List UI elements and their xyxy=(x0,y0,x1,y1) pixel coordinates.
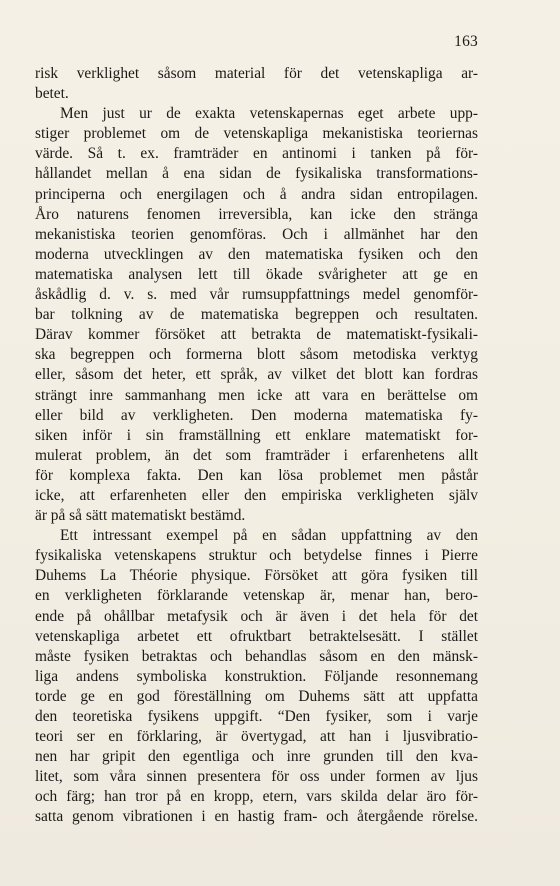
text-line: Ett intressant exempel på en sådan uppfattning av den xyxy=(60,527,478,545)
text-line: Men just ur de exakta vetenskapernas eget arbete upp- xyxy=(60,105,478,123)
text-line: litet, som våra sinnen presentera för oss under formen av ljus xyxy=(35,768,478,786)
text-line: strängt inre sammanhang men icke att vara en berättelse om xyxy=(35,386,478,404)
text-line: icke, att erfarenheten eller den empiriska verkligheten själv xyxy=(35,486,478,504)
text-line: Därav kommer försöket att betrakta de matematiskt-fysikali- xyxy=(35,326,478,344)
text-line: den teoretiska fysikens uppgift. “Den fysiker, som i varje xyxy=(35,708,478,725)
text-line: vetenskapliga arbetet ett ofruktbart betraktelsesätt. I stället xyxy=(35,627,478,645)
text-line: Åro naturens fenomen irreversibla, kan icke den stränga xyxy=(35,205,478,223)
text-line: och färg; han tror på en kropp, etern, vars skilda delar äro för- xyxy=(35,788,478,806)
text-line: hållandet mellan å ena sidan de fysikaliska transformations- xyxy=(35,165,478,183)
text-line: ende på ohållbar metafysik och är även i det hela för det xyxy=(35,607,478,625)
text-line: satta genom vibrationen i en hastig fram- och återgående rörelse. xyxy=(35,808,478,826)
text-line: ska begreppen och formerna blott såsom metodiska verktyg xyxy=(35,346,478,364)
page-number: 163 xyxy=(454,33,478,50)
text-line: måste fysiken betraktas och behandlas såsom en den mänsk- xyxy=(35,647,478,665)
text-line: Duhems La Théorie physique. Försöket att göra fysiken till xyxy=(35,567,478,585)
text-line: siken inför i sin framställning ett enklare matematiskt for- xyxy=(35,426,478,444)
text-line: matematiska analysen lett till ökade svårigheter att ge en xyxy=(35,265,478,283)
text-line: eller, såsom det heter, ett språk, av vilket det blott kan fordras xyxy=(35,366,478,384)
text-line: bar tolkning av de matematiska begreppen och resultaten. xyxy=(35,306,478,324)
text-line: mekanistiska teorien genomföras. Och i allmänhet har den xyxy=(35,225,478,243)
text-line: liga andens symboliska konstruktion. Följande resonnemang xyxy=(35,667,478,685)
text-line: för komplexa fakta. Den kan lösa problemet men påstår xyxy=(35,466,478,484)
text-line: är på så sätt matematiskt bestämd. xyxy=(35,507,246,525)
text-line: risk verklighet såsom material för det vetenskapliga ar- xyxy=(35,65,478,82)
text-line: principerna och energilagen och å andra sidan entropilagen. xyxy=(35,185,478,203)
body-text xyxy=(35,64,478,828)
text-line: fysikaliska vetenskapens struktur och betydelse finnes i Pierre xyxy=(35,547,478,565)
text-line: betet. xyxy=(35,85,69,103)
text-line: torde ge en god föreställning om Duhems sätt att uppfatta xyxy=(35,687,478,705)
text-line: värde. Så t. ex. framträder en antinomi i tanken på för- xyxy=(35,145,478,163)
text-line: nen har gripit den egentliga och inre grunden till den kva- xyxy=(35,748,478,766)
text-line: stiger problemet om de vetenskapliga mekanistiska teoriernas xyxy=(35,125,478,143)
text-line: mulerat problem, än det som framträder i erfarenhetens allt xyxy=(35,446,478,464)
text-line: moderna utvecklingen av den matematiska fysiken och den xyxy=(35,245,478,263)
text-line: åskådlig d. v. s. med vår rumsuppfattnings medel genomför- xyxy=(35,286,478,304)
text-line: eller bild av verkligheten. Den moderna matematiska fy- xyxy=(35,406,478,424)
text-line: teori ser en förklaring, är övertygad, att han i ljusvibratio- xyxy=(35,728,478,746)
text-line: en verkligheten förklarande vetenskap är, menar han, bero- xyxy=(35,587,478,605)
